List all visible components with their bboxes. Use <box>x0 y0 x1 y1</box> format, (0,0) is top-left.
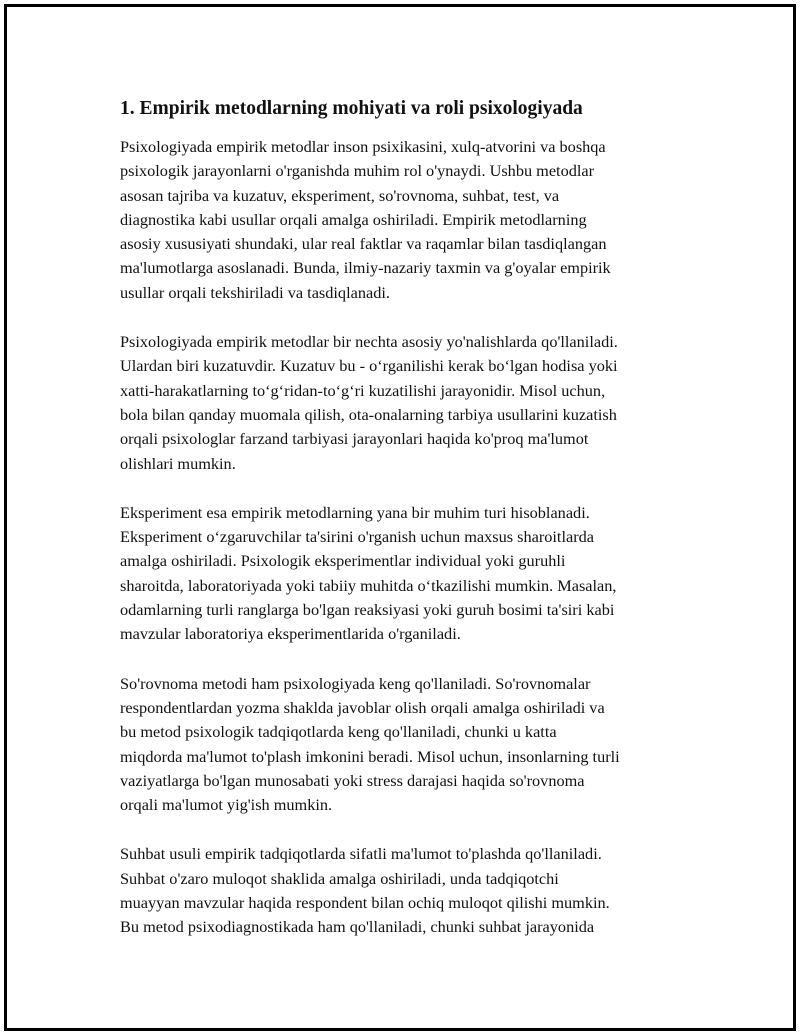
document-body <box>120 97 690 965</box>
text-line: Eksperiment o‘zgaruvchilar ta'sirini o'rganish uchun maxsus sharoitlarda <box>120 527 594 547</box>
text-line: miqdorda ma'lumot to'plash imkonini beradi. Misol uchun, insonlarning turli <box>120 746 620 766</box>
text-line: orqali ma'lumot yig'ish mumkin. <box>120 795 333 815</box>
text-line: usullar orqali tekshiriladi va tasdiqlanadi. <box>120 282 390 302</box>
text-line: amalga oshiriladi. Psixologik eksperimentlar individual yoki guruhli <box>120 551 566 571</box>
text-line: muayyan mavzular haqida respondent bilan ochiq muloqot qilishi mumkin. <box>120 893 610 913</box>
paragraph-survey <box>120 672 690 818</box>
text-line: Eksperiment esa empirik metodlarning yana bir muhim turi hisoblanadi. <box>120 502 590 522</box>
text-line: Ulardan biri kuzatuvdir. Kuzatuv bu - o‘rganilishi kerak bo‘lgan hodisa yoki <box>120 356 618 376</box>
text-line: Psixologiyada empirik metodlar inson psixikasini, xulq-atvorini va boshqa <box>120 137 606 156</box>
paragraph-intro <box>120 135 690 305</box>
text-line: sharoitda, laboratoriyada yoki tabiiy muhitda o‘tkazilishi mumkin. Masalan, <box>120 575 617 595</box>
paragraph-experiment <box>120 501 690 647</box>
text-line: psixologik jarayonlarni o'rganishda muhim rol o'ynaydi. Ushbu metodlar <box>120 161 595 181</box>
text-line: Suhbat o'zaro muloqot shaklida amalga oshiriladi, unda tadqiqotchi <box>120 868 559 888</box>
text-line: respondentlardan yozma shaklda javoblar olish orqali amalga oshiriladi va <box>120 697 605 717</box>
page-frame <box>4 4 796 1031</box>
text-line: orqali psixologlar farzand tarbiyasi jarayonlari haqida ko'proq ma'lumot <box>120 429 589 449</box>
paragraph-observation <box>120 330 690 476</box>
text-line: So'rovnoma metodi ham psixologiyada keng qo'llaniladi. So'rovnomalar <box>120 673 591 693</box>
section-heading: 1. Empirik metodlarning mohiyati va roli psixologiyada <box>120 98 583 119</box>
text-line: bu metod psixologik tadqiqotlarda keng qo'llaniladi, chunki u katta <box>120 722 557 742</box>
text-line: ma'lumotlarga asoslanadi. Bunda, ilmiy-nazariy taxmin va g'oyalar empirik <box>120 258 611 278</box>
text-line: olishlari mumkin. <box>120 453 236 473</box>
text-line: vaziyatlarga bo'lgan munosabati yoki stress darajasi haqida so'rovnoma <box>120 770 585 790</box>
text-line: Psixologiyada empirik metodlar bir nechta asosiy yo'nalishlarda qo'llaniladi. <box>120 332 618 352</box>
text-line: asosan tajriba va kuzatuv, eksperiment, so'rovnoma, suhbat, test, va <box>120 185 560 205</box>
text-line: xatti-harakatlarning to‘g‘ridan-to‘g‘ri kuzatilishi jarayonidir. Misol uchun, <box>120 380 606 400</box>
text-line: asosiy xususiyati shundaki, ular real faktlar va raqamlar bilan tasdiqlangan <box>120 234 607 254</box>
text-line: Suhbat usuli empirik tadqiqotlarda sifatli ma'lumot to'plashda qo'llaniladi. <box>120 844 602 864</box>
text-line: diagnostika kabi usullar orqali amalga oshiriladi. Empirik metodlarning <box>120 209 587 229</box>
text-line: bola bilan qanday muomala qilish, ota-onalarning tarbiya usullarini kuzatish <box>120 404 617 424</box>
paragraph-interview <box>120 842 690 939</box>
text-line: mavzular laboratoriya eksperimentlarida o'rganiladi. <box>120 624 461 644</box>
text-line: odamlarning turli ranglarga bo'lgan reaksiyasi yoki guruh bosimi ta'siri kabi <box>120 600 615 620</box>
text-line: Bu metod psixodiagnostikada ham qo'llaniladi, chunki suhbat jarayonida <box>120 917 595 937</box>
